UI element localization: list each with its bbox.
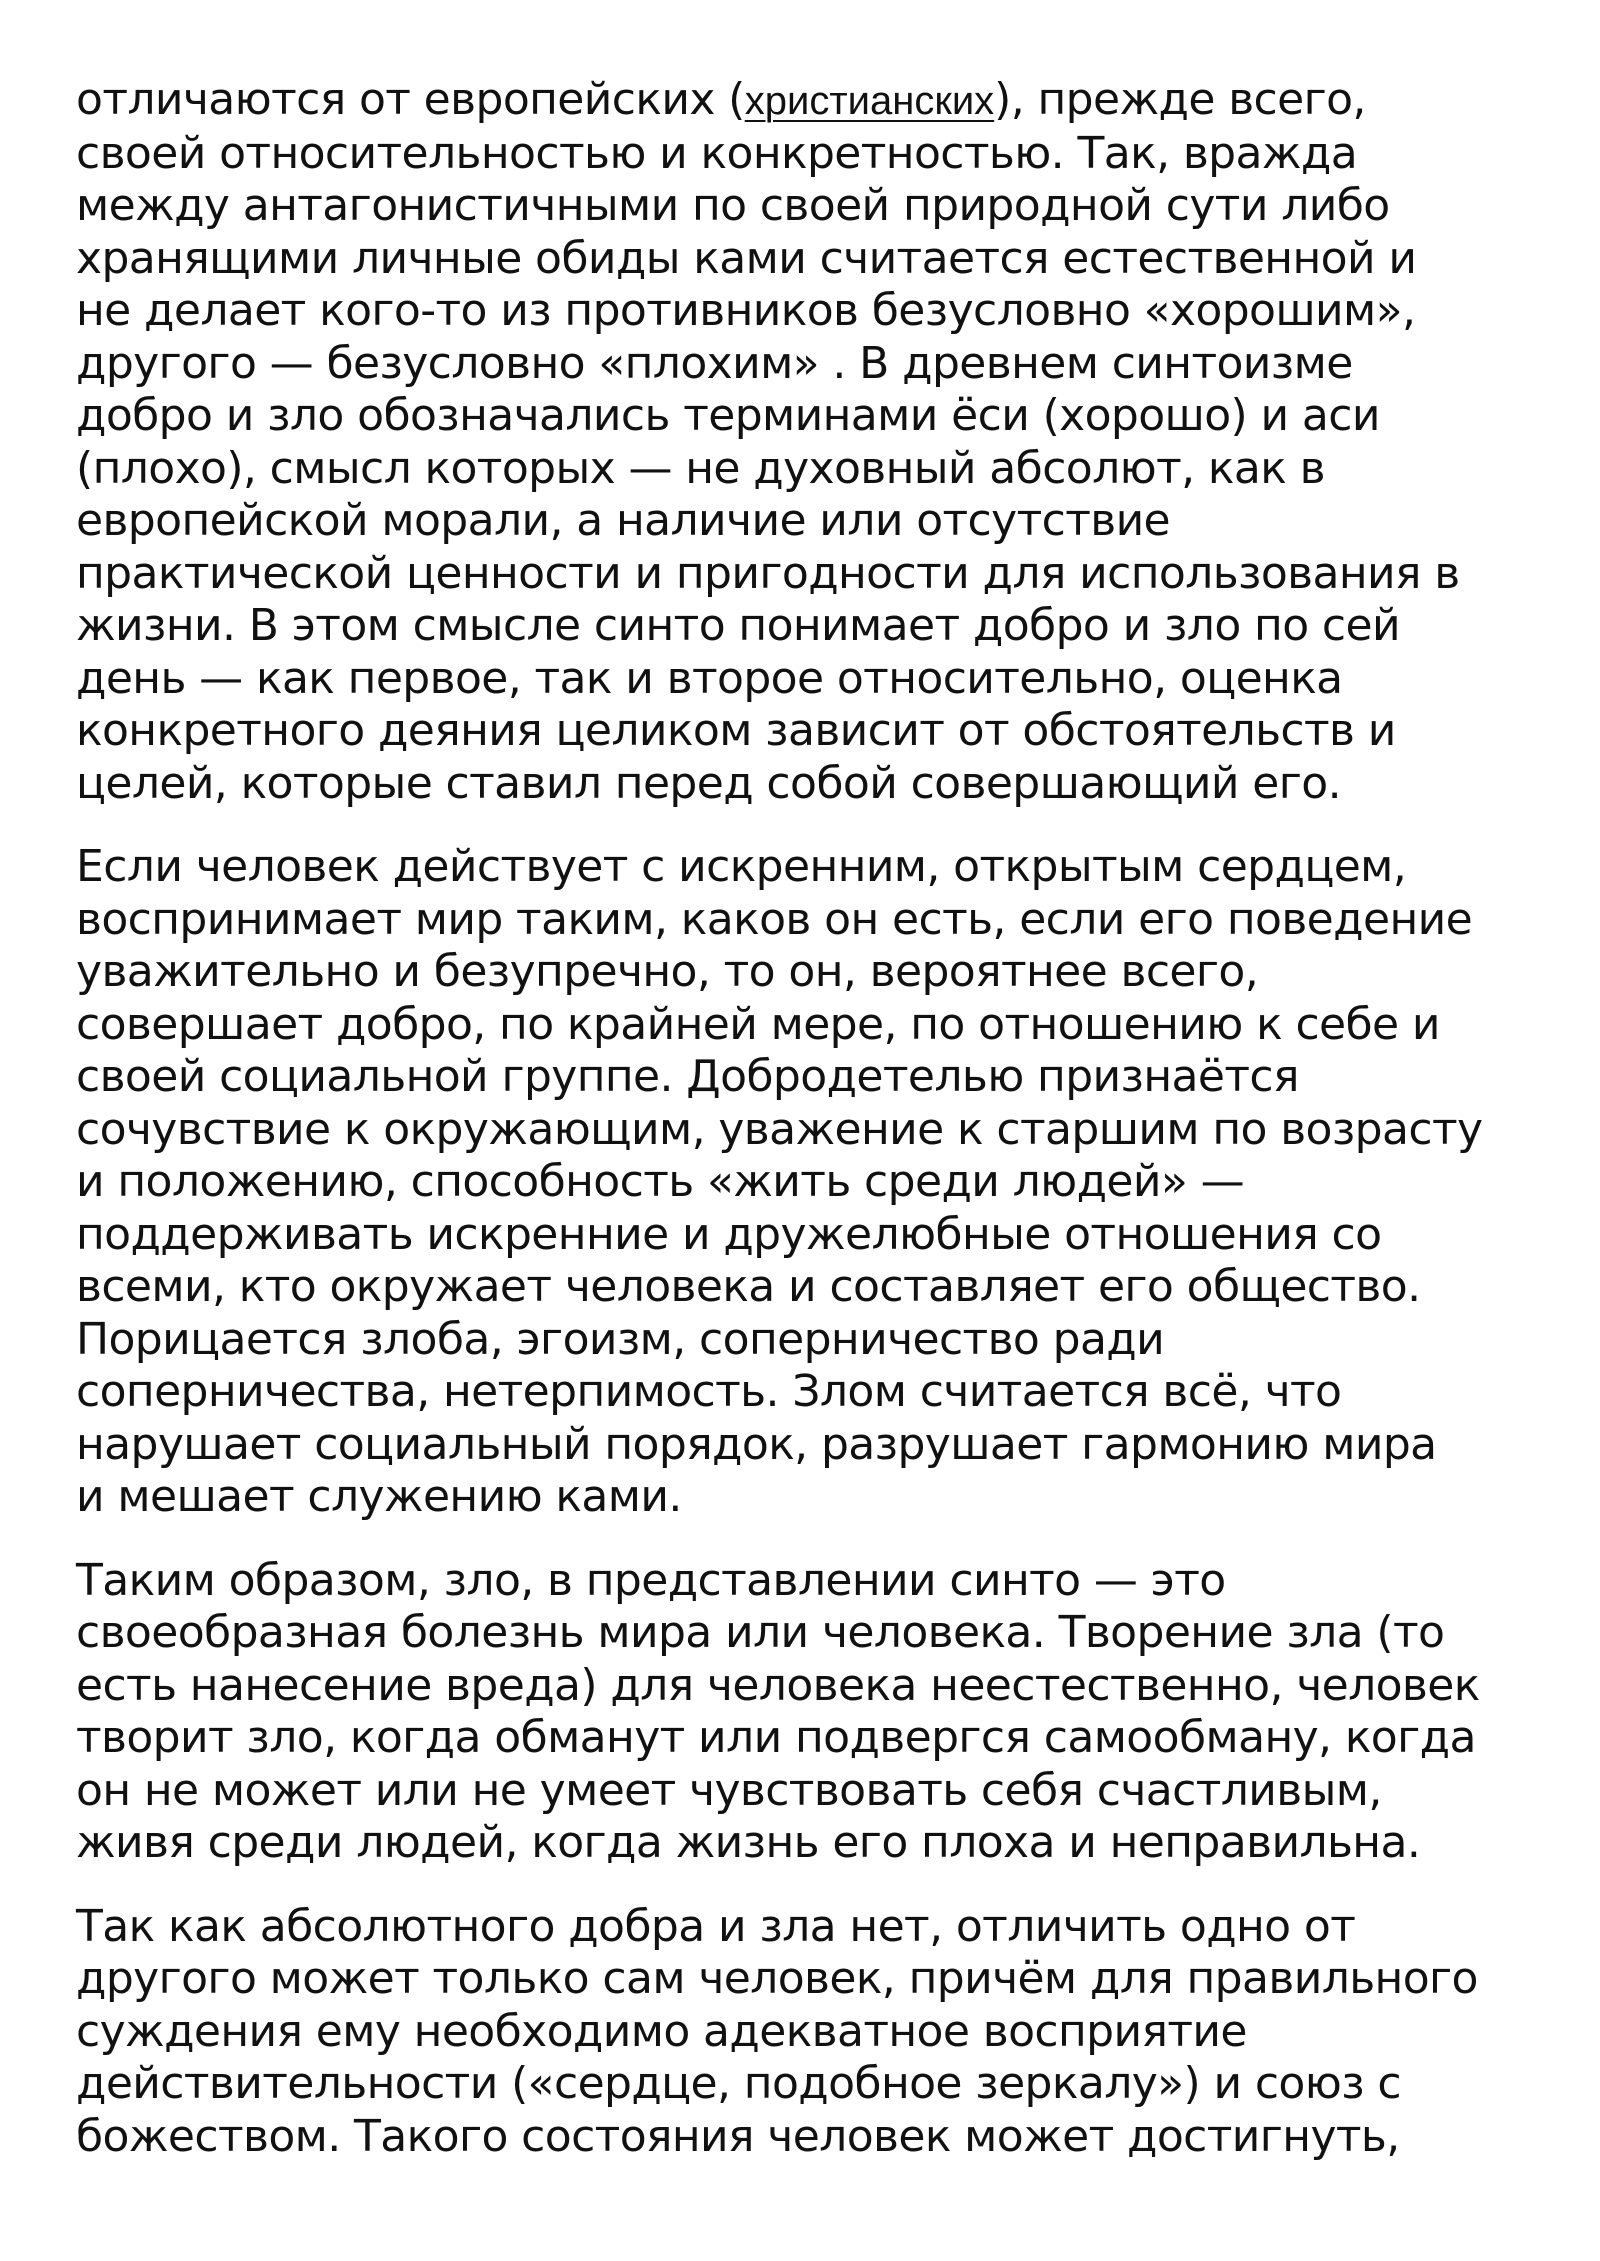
- text-line: практической ценности и пригодности для использования в: [76, 547, 1460, 599]
- text-line: хранящими личные обиды ками считается естественной и: [76, 232, 1417, 284]
- text-line: Так как абсолютного добра и зла нет, отличить одно от: [76, 1900, 1356, 1952]
- text-line: Таким образом, зло, в представлении синто — это: [76, 1554, 1226, 1606]
- text-line: между антагонистичными по своей природной сути либо: [76, 180, 1390, 231]
- text-line: есть нанесение вреда) для человека неестественно, человек: [76, 1659, 1480, 1711]
- paragraph-2: [76, 841, 1536, 1524]
- text-line: целей, которые ставил перед собой совершающий его.: [76, 757, 1341, 809]
- text-line: сочувствие к окружающим, уважение к старшим по возрасту: [76, 1103, 1483, 1155]
- text-line: поддерживать искренние и дружелюбные отношения со: [76, 1208, 1382, 1260]
- text-line: своеобразная болезнь мира или человека. Творение зла (то: [76, 1607, 1445, 1658]
- text-line: своей социальной группе. Добродетелью признаётся: [76, 1051, 1299, 1102]
- text-line: и положению, способность «жить среди людей» —: [76, 1156, 1245, 1207]
- paragraph-4: [76, 1901, 1536, 2164]
- text-segment: отличаются от европейских (: [76, 74, 745, 125]
- text-line: божеством. Такого состояния человек может достигнуть,: [76, 2110, 1400, 2162]
- text-line: нарушает социальный порядок, разрушает гармонию мира: [76, 1418, 1437, 1470]
- text-line: жизни. В этом смысле синто понимает добро и зло по сей: [76, 600, 1400, 651]
- text-line: он не может или не умеет чувствовать себя счастливым,: [76, 1764, 1382, 1816]
- document-body: [76, 74, 1536, 2194]
- text-line: живя среди людей, когда жизнь его плоха и неправильна.: [76, 1817, 1421, 1868]
- text-line: другого может только сам человек, причём для правильного: [76, 1953, 1478, 2004]
- text-line: (плохо), смысл которых — не духовный абсолют, как в: [76, 442, 1325, 494]
- text-line: суждения ему необходимо адекватное восприятие: [76, 2005, 1247, 2057]
- text-line: другого — безусловно «плохим» . В древнем синтоизме: [76, 337, 1353, 389]
- text-line: Порицается злоба, эгоизм, соперничество ради: [76, 1313, 1165, 1365]
- text-line: европейской морали, а наличие или отсутствие: [76, 495, 1171, 546]
- text-line: уважительно и безупречно, то он, вероятнее всего,: [76, 946, 1259, 997]
- paragraph-3: [76, 1555, 1536, 1870]
- paragraph-1: [76, 74, 1536, 810]
- text-line: конкретного деяния целиком зависит от обстоятельств и: [76, 705, 1396, 756]
- text-line: и мешает служению ками.: [76, 1471, 682, 1522]
- text-line: не делает кого-то из противников безусловно «хорошим»,: [76, 285, 1416, 336]
- text-line: творит зло, когда обманут или подвергся самообману, когда: [76, 1712, 1476, 1763]
- text-line: совершает добро, по крайней мере, по отношению к себе и: [76, 998, 1440, 1050]
- text-line: [76, 74, 1536, 128]
- text-line: действительности («сердце, подобное зеркалу») и союз с: [76, 2058, 1401, 2109]
- text-line: день — как первое, так и второе относительно, оценка: [76, 652, 1343, 704]
- text-line: Если человек действует с искренним, открытым сердцем,: [76, 841, 1407, 892]
- text-line: соперничества, нетерпимость. Злом считается всё, что: [76, 1366, 1342, 1417]
- text-line: своей относительностью и конкретностью. Так, вражда: [76, 127, 1358, 179]
- text-line: всеми, кто окружает человека и составляет его общество.: [76, 1261, 1421, 1312]
- link-christian[interactable]: христианских: [744, 79, 995, 123]
- text-segment: ), прежде всего,: [994, 74, 1366, 125]
- text-line: добро и зло обозначались терминами ёси (хорошо) и аси: [76, 390, 1380, 441]
- text-line: воспринимает мир таким, каков он есть, если его поведение: [76, 893, 1473, 945]
